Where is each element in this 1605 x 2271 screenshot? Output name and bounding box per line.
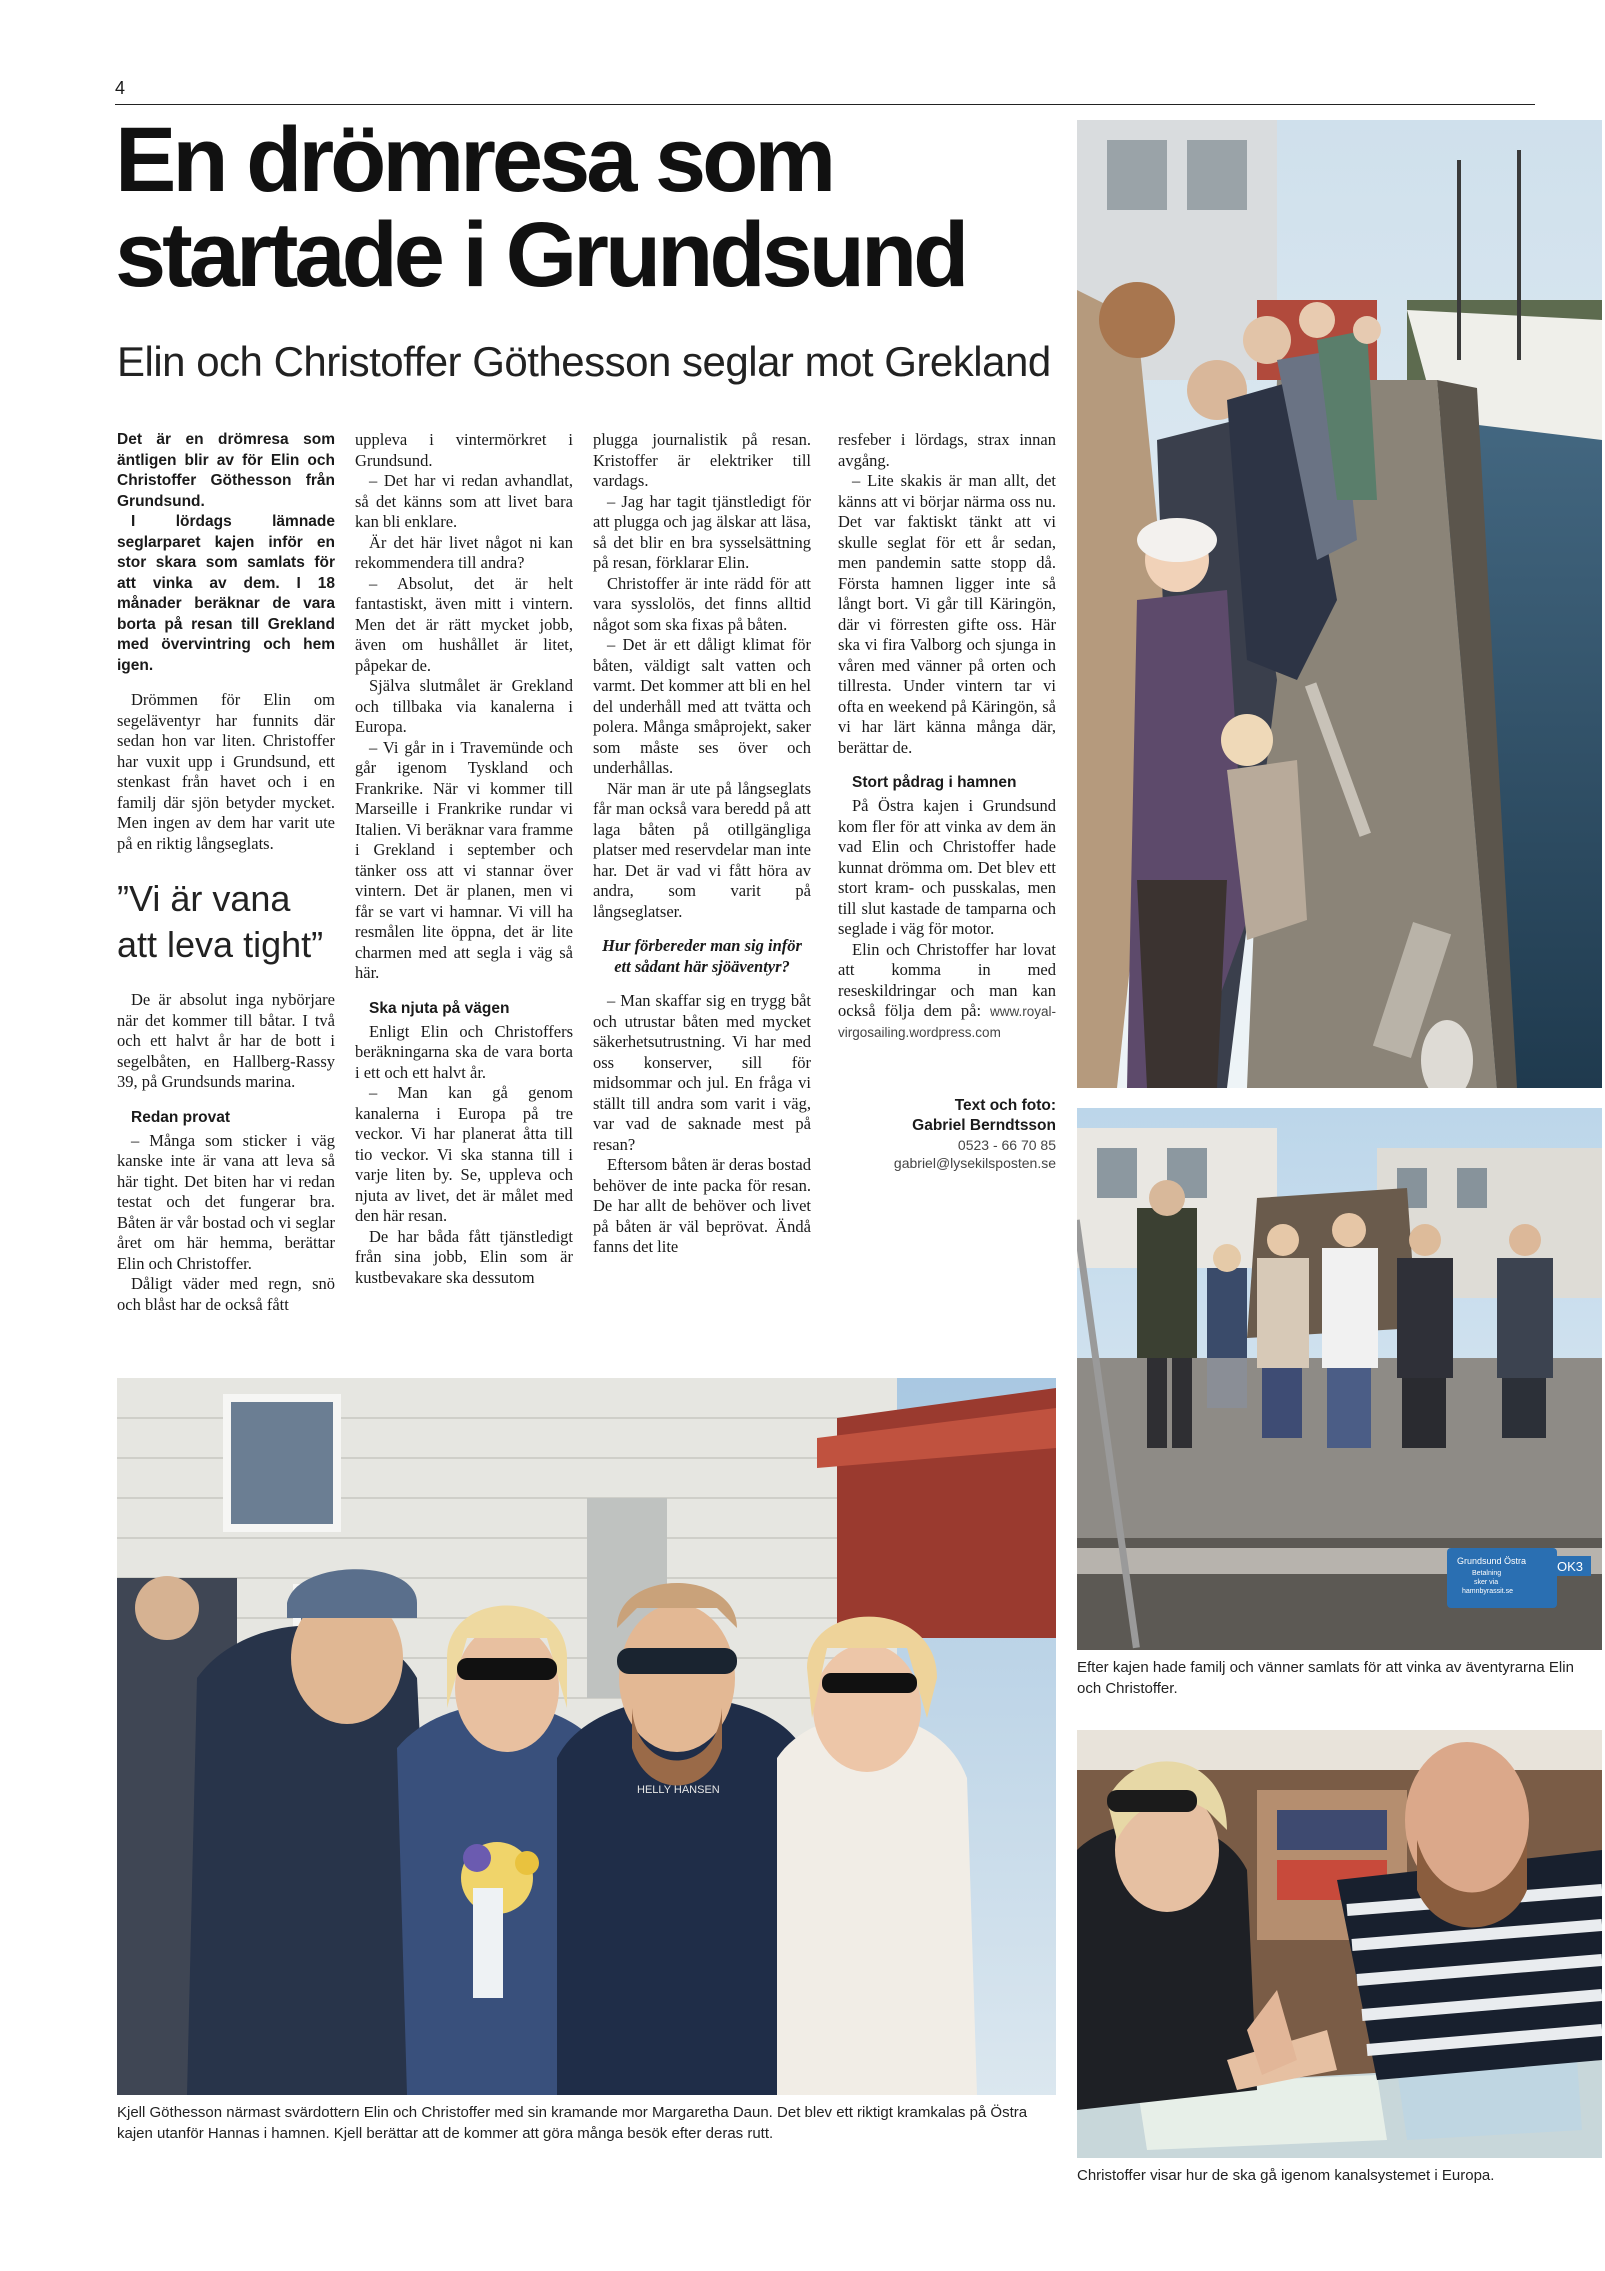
body-paragraph: Dåligt väder med regn, snö och blåst har de också fått <box>117 1274 335 1314</box>
article-column-1 <box>117 430 335 1315</box>
byline-name: Gabriel Berndtsson <box>912 1117 1056 1134</box>
caption-harbor-crowd: Efter kajen hade familj och vänner samlats för att vinka av äventyrarna Elin och Christoffer. <box>1077 1659 1574 1697</box>
body-paragraph: uppleva i vintermörkret i Grundsund. <box>355 430 573 470</box>
photo-harbor-crowd <box>1077 1108 1602 1650</box>
subheading: Redan provat <box>131 1108 231 1126</box>
page-number: 4 <box>115 78 126 98</box>
lead-paragraph: I lördags lämnade seglarparet kajen inför en stor skara som samlats för att vinka av dem. I 18 månader beräknar de vara borta på resan till Grekland med övervintring och hem igen. <box>117 513 335 674</box>
body-paragraph: De är absolut inga nybörjare när det kommer till båtar. I två och ett halvt år har de bott i segelbåten, en Hallberg-Rassy 39, på Grundsunds marina. <box>117 990 335 1091</box>
photo-chart-table-image <box>1077 1730 1602 2158</box>
byline-phone: 0523 - 66 70 85 <box>957 1137 1056 1153</box>
pull-quote: ”Vi är vana att leva tight” <box>117 878 324 965</box>
body-paragraph: När man är ute på långseglats får man också vara beredd på att laga båten på otillgängliga platser med reservdelar man inte har. Det är vad vi fått höra av andra, som varit på långseglatser. <box>593 778 811 921</box>
body-paragraph: Eftersom båten är deras bostad behöver de inte packa för resan. De har allt de behöver och livet på båten är väl beprövat. Ändå fanns det lite <box>593 1155 811 1256</box>
subheadline: Elin och Christoffer Göthesson seglar mot Grekland <box>117 338 1051 385</box>
body-paragraph: – Det är ett dåligt klimat för båten, väldigt salt vatten och varmt. Det kommer att bli en hel del underhåll med att tvätta och polera. Många småprojekt, saker som måste ses över och underhållas. <box>593 635 811 777</box>
byline-label: Text och foto: <box>954 1097 1056 1114</box>
byline-email[interactable]: gabriel@lysekilsposten.se <box>893 1155 1056 1171</box>
sign-text: Grundsund Östra <box>1457 1556 1527 1566</box>
jacket-brand: HELLY HANSEN <box>637 1784 720 1796</box>
caption-group-portrait: Kjell Göthesson närmast svärdottern Elin och Christoffer med sin kramande mor Margaretha Daun. Det blev ett riktigt kramkalas på Östra kajen utanför Hannas i hamnen. Kjell berättar att de kommer att göra många besök efter deras rutt. <box>117 2104 1028 2142</box>
body-paragraph: Enligt Elin och Christoffers beräkningarna ska de vara borta i ett och ett halvt år. <box>355 1021 573 1082</box>
body-paragraph: – Vi går in i Travemünde och går igenom Tyskland och Frankrike. När vi kommer till Marseille i Frankrike rundar vi Italien. Vi beräknar vara framme i Grekland i september och tänker oss att vi stannar över vintern. Det är planen, men vi får se vart vi hamnar. Vi vill ha resmålen lite öppna, det är lite charmen med att segla i väg så här. <box>355 737 573 982</box>
body-paragraph: – Många som sticker i väg kanske inte är vana att leva så här tight. Det biten har vi redan testat och det fungerar bra. Båten är vår bostad och vi seglar året om här hemma, berättar Elin och Christoffer. <box>117 1130 335 1273</box>
body-paragraph: På Östra kajen i Grundsund kom fler för att vinka av dem än vad Elin och Christoffer hade kunnat drömma om. Det blev ett stort kram- och pusskalas, men till slut kastade de tamparna och seglade i väg för motor. <box>838 796 1056 938</box>
body-paragraph: Drömmen för Elin om segeläventyr har funnits där sedan hon var liten. Christoffer har vuxit upp i Grundsund, ett stenkast från havet och i en familj där sjön betyder mycket. Men ingen av dem har varit ute på en riktig långseglats. <box>117 690 335 853</box>
body-paragraph: – Det har vi redan avhandlat, så det känns som att livet bara kan bli enklare. <box>355 471 573 531</box>
article-column-3 <box>593 430 811 1258</box>
body-paragraph: Själva slutmålet är Grekland och tillbaka via kanalerna i Europa. <box>355 676 573 736</box>
body-paragraph: – Man skaffar sig en trygg båt och utrustar båten med mycket säkerhetsutrustning. Vi har med oss konserver, sill för midsommar och jul. En fråga vi ställt till andra som varit i väg, var vad de saknade mest på resan? <box>593 991 811 1154</box>
subheading: Stort pådrag i hamnen <box>852 774 1017 791</box>
sign-code: OK3 <box>1557 1559 1584 1574</box>
byline <box>838 1096 1056 1172</box>
sign-text: Betalning <box>1472 1570 1502 1577</box>
lead-paragraph: Det är en drömresa som äntligen blir av för Elin och Christoffer Göthesson från Grundsund. <box>117 431 335 510</box>
headline: En drömresa som startade i Grundsund <box>115 109 966 306</box>
article-column-2 <box>355 430 573 1288</box>
article-column-4 <box>838 430 1056 1172</box>
body-paragraph: – Absolut, det är helt fantastiskt, även mitt i vintern. Men det är rätt mycket jobb, även om hushållet är litet, påpekar de. <box>355 573 573 675</box>
body-paragraph: plugga journalistik på resan. Kristoffer är elektriker till vardags. <box>593 430 811 490</box>
interview-question: Hur förbereder man sig inför ett sådant här sjöäventyr? <box>602 936 802 976</box>
photo-crowd-waving-image <box>1077 120 1602 1088</box>
sign-text: sker via <box>1474 1579 1499 1586</box>
blog-link[interactable]: www.royal-virgosailing.wordpress.com <box>838 1004 1056 1040</box>
body-paragraph <box>838 940 1056 1043</box>
photo-harbor-crowd-image <box>1077 1108 1602 1650</box>
photo-group-portrait <box>117 1378 1056 2095</box>
sign-text: hamnbyrassit.se <box>1462 1588 1513 1595</box>
photo-group-portrait-image <box>117 1378 1056 2095</box>
body-paragraph: – Man kan gå genom kanalerna i Europa på tre veckor. Vi har planerat åtta till tio veckor. Vi ska stanna till i varje liten by. Se, uppleva och njuta av livet, det är målet med den här resan. <box>355 1083 573 1225</box>
photo-crowd-waving <box>1077 120 1602 1088</box>
body-paragraph: – Jag har tagit tjänstledigt för att plugga och jag älskar att läsa, så det blir en bra sysselsättning på resan, förklarar Elin. <box>593 491 811 572</box>
body-paragraph: Christoffer är inte rädd för att vara sysslolös, det finns alltid något som ska fixas på båten. <box>593 573 811 634</box>
body-paragraph: Är det här livet något ni kan rekommendera till andra? <box>355 532 573 572</box>
subheading: Ska njuta på vägen <box>369 999 510 1017</box>
photo-chart-table <box>1077 1730 1602 2158</box>
body-text: Elin och Christoffer har lovat att komma in med reseskildringar och man kan också följa dem på: <box>838 939 1056 1020</box>
caption-chart-table: Christoffer visar hur de ska gå igenom kanalsystemet i Europa. <box>1077 2167 1495 2184</box>
body-paragraph: – Lite skakis är man allt, det känns att vi börjar närma oss nu. Det var faktiskt tänkt att vi skulle seglat för ett år sedan, men pandemin satte stopp då. Första hamnen ligger inte så långt bort. Vi går till Käringön, där vi förresten gifte oss. Här ska vi fira Valborg och sjunga in våren med vänner på orten och tillresta. Under vintern tar vi ofta en weekend på Käringön, så vi har lärt känna många där, berättar de. <box>838 471 1056 757</box>
header-rule <box>115 104 1535 105</box>
body-paragraph: resfeber i lördags, strax innan avgång. <box>838 430 1056 470</box>
body-paragraph: De har båda fått tjänstledigt från sina jobb, Elin som är kustbevakare ska dessutom <box>355 1226 573 1287</box>
